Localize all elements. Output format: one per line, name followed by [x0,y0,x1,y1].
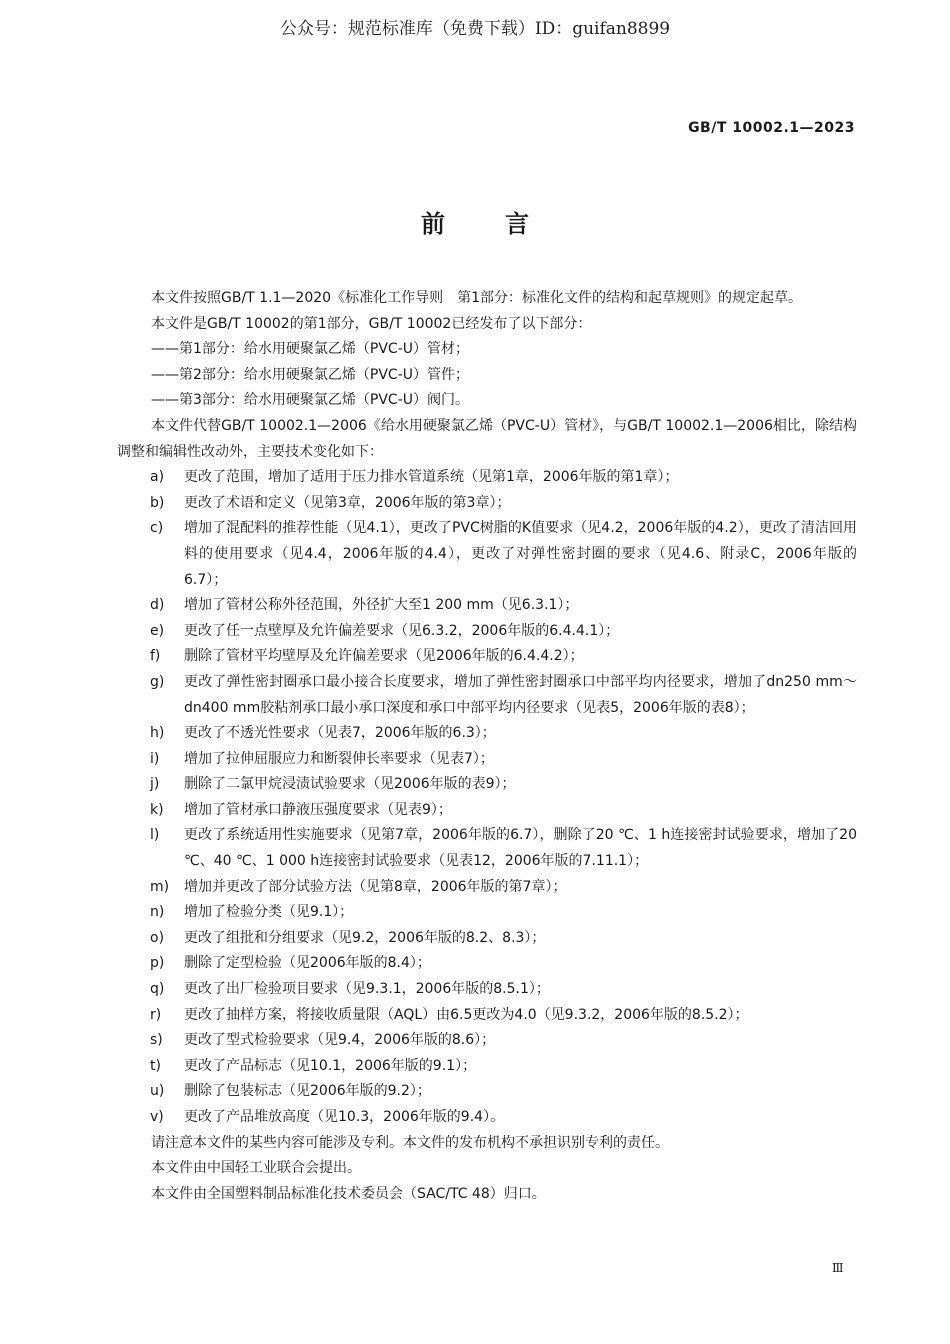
list-item-text: 更改了抽样方案，将接收质量限（AQL）由6.5更改为4.0（见9.3.2，2006年版的8.5.2）； [184,1006,749,1023]
list-item-label: p) [150,955,165,972]
list-item-text: 增加并更改了部分试验方法（见第8章，2006年版的第7章）； [184,878,567,895]
list-item [117,593,857,619]
list-item-label: s) [150,1032,163,1049]
list-item [117,1003,857,1029]
document-body [117,286,857,1207]
list-item-text: 增加了检验分类（见9.1）； [184,904,354,921]
paragraph: 本文件由全国塑料制品标准化技术委员会（SAC/TC 48）归口。 [151,1185,546,1202]
list-item-text: 删除了管材平均壁厚及允许偏差要求（见2006年版的6.4.4.2）； [184,648,584,665]
list-item-label: c) [150,520,164,537]
list-item-text: 删除了二氯甲烷浸渍试验要求（见2006年版的表9）； [184,776,516,793]
list-item-label: q) [150,981,165,998]
list-item-text: 更改了产品堆放高度（见10.3，2006年版的9.4）。 [184,1109,505,1125]
list-item [117,1054,857,1080]
list-item [117,951,857,977]
list-item-text: 更改了弹性密封圈承口最小接合长度要求，增加了弹性密封圈承口中部平均内径要求，增加了dn250 mm～dn400 mm胶粘剂承口最小承口深度和承口中部平均内径要求（见表5，2006年版的表8）； [184,673,857,716]
list-item-text: 更改了型式检验要求（见9.4，2006年版的8.6）； [184,1032,496,1049]
list-item [117,747,857,773]
paragraph: ——第3部分：给水用硬聚氯乙烯（PVC-U）阀门。 [151,392,469,409]
list-item [117,900,857,926]
list-item-label: l) [150,827,160,844]
list-item [117,926,857,952]
list-item-text: 更改了组批和分组要求（见9.2，2006年版的8.2、8.3）； [184,929,546,946]
list-item-text: 更改了范围，增加了适用于压力排水管道系统（见第1章，2006年版的第1章）； [184,469,679,486]
list-item-label: f) [150,648,161,665]
list-item-label: j) [150,776,160,793]
list-item [117,516,857,593]
intro-paragraphs [117,286,857,465]
page-number: Ⅲ [832,1261,844,1275]
watermark-banner: 公众号：规范标准库（免费下载）ID：guifan8899 [279,19,671,39]
list-item-text: 增加了管材公称外径范围，外径扩大至1 200 mm（见6.3.1）； [184,597,579,614]
list-item [117,491,857,517]
paragraph: 请注意本文件的某些内容可能涉及专利。本文件的发布机构不承担识别专利的责任。 [151,1134,669,1151]
list-item-text: 删除了包装标志（见2006年版的9.2）； [184,1083,431,1100]
list-item-label: u) [150,1083,165,1100]
list-item-text: 删除了定型检验（见2006年版的8.4）； [184,955,431,972]
list-item-label: k) [150,801,164,818]
paragraph: 本文件是GB/T 10002的第1部分，GB/T 10002已经发布了以下部分： [151,315,592,332]
paragraph: ——第2部分：给水用硬聚氯乙烯（PVC-U）管件； [151,366,469,383]
list-item-label: r) [150,1006,162,1023]
page-title: 前言 [421,210,589,238]
list-item-text: 增加了混配料的推荐性能（见4.1），更改了PVC树脂的K值要求（见4.2，2006年版的4.2），更改了清洁回用料的使用要求（见4.4，2006年版的4.4），更改了对弹性密封圈的要求（见4.6、附录C，2006年版的6.7）； [184,520,857,588]
paragraph: ——第1部分：给水用硬聚氯乙烯（PVC-U）管材； [151,341,469,358]
list-item-text: 更改了任一点壁厚及允许偏差要求（见6.3.2，2006年版的6.4.4.1）； [184,622,620,639]
list-item [117,670,857,721]
list-item [117,798,857,824]
list-item-text: 增加了管材承口静液压强度要求（见表9）； [184,801,452,818]
list-item-label: b) [150,494,165,511]
list-item [117,875,857,901]
list-item-label: t) [150,1057,161,1074]
list-item-label: i) [150,750,160,767]
list-item-text: 更改了产品标志（见10.1，2006年版的9.1）； [184,1057,477,1074]
paragraph: 本文件按照GB/T 1.1—2020《标准化工作导则 第1部分：标准化文件的结构和起草规则》的规定起草。 [151,290,802,306]
list-item-text: 更改了术语和定义（见第3章，2006年版的第3章）； [184,494,511,511]
changes-list [117,465,857,1130]
list-item [117,619,857,645]
list-item-label: e) [150,622,165,639]
list-item-label: m) [150,878,170,895]
list-item [117,465,857,491]
list-item [117,1028,857,1054]
list-item [117,1079,857,1105]
list-item-label: a) [150,469,165,486]
list-item [117,823,857,874]
list-item [117,644,857,670]
list-item-label: d) [150,597,165,614]
list-item-label: v) [150,1109,164,1125]
paragraph: 本文件由中国轻工业联合会提出。 [151,1160,361,1177]
list-item-label: h) [150,725,165,742]
list-item-text: 更改了出厂检验项目要求（见9.3.1，2006年版的8.5.1）； [184,981,550,998]
list-item-label: n) [150,904,165,921]
list-item-text: 更改了系统适用性实施要求（见第7章，2006年版的6.7），删除了20 ℃、1 h连接密封试验要求，增加了20 ℃、40 ℃、1 000 h连接密封试验要求（见表12，2006年版的7.11.1）； [184,827,857,870]
list-item [117,977,857,1003]
list-item-text: 增加了拉伸屈服应力和断裂伸长率要求（见表7）； [184,750,494,767]
closing-paragraphs [117,1131,857,1208]
list-item [117,772,857,798]
list-item [117,721,857,747]
list-item-label: o) [150,929,165,946]
list-item-label: g) [150,673,165,690]
standard-code: GB/T 10002.1—2023 [688,120,855,136]
list-item-text: 更改了不透光性要求（见表7，2006年版的6.3）； [184,725,496,742]
list-item [117,1105,857,1131]
paragraph: 本文件代替GB/T 10002.1—2006《给水用硬聚氯乙烯（PVC-U）管材》，与GB/T 10002.1—2006相比，除结构调整和编辑性改动外，主要技术变化如下： [117,417,857,460]
